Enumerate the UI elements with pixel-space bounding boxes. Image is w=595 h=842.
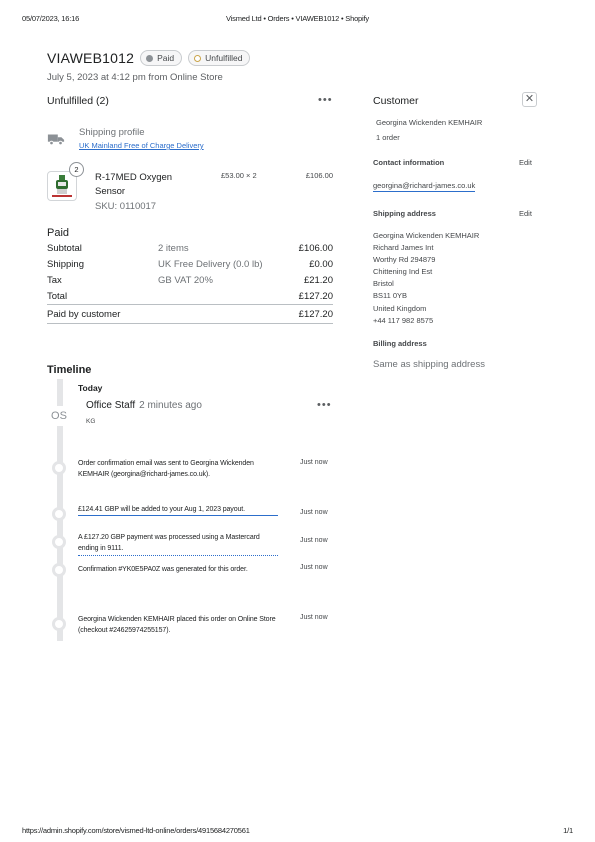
shipping-profile-link[interactable]: UK Mainland Free of Charge Delivery	[79, 141, 204, 150]
timeline-comment-author	[86, 400, 202, 411]
order-id: VIAWEB1012	[47, 50, 135, 66]
payment-row-subtotal	[47, 241, 333, 257]
customer-email[interactable]: georgina@richard-james.co.uk	[373, 181, 476, 190]
address-line: +44 117 982 8575	[373, 315, 434, 325]
payment-row-amount: £106.00	[298, 243, 333, 254]
fulfillment-status-badge	[188, 50, 250, 66]
payment-status-badge	[140, 50, 182, 66]
payment-row-detail: 2 items	[158, 243, 189, 254]
address-line: Chittening Ind Est	[373, 267, 433, 277]
payment-status-label: Paid	[157, 53, 175, 63]
fulfillment-status-label: Unfulfilled	[205, 53, 243, 63]
timeline-event-dot	[52, 461, 66, 475]
timeline-today-label: Today	[78, 383, 103, 393]
total-label: Total	[47, 291, 68, 302]
timeline-event[interactable]: £124.41 GBP will be added to your Aug 1, 2023 payout.	[78, 504, 278, 516]
paid-section	[47, 227, 333, 324]
payment-row-amount: £21.20	[303, 275, 333, 286]
shipping-profile-label: Shipping profile	[79, 127, 145, 138]
paid-by-amount: £127.20	[298, 309, 333, 320]
address-line: Richard James Int	[373, 243, 434, 253]
timeline-event-dot	[52, 507, 66, 521]
customer-name[interactable]: Georgina Wickenden KEMHAIR	[376, 118, 483, 127]
payment-row-shipping	[47, 257, 333, 273]
payment-row-paid-by	[47, 305, 333, 324]
payment-row-detail: GB VAT 20%	[158, 275, 213, 286]
timeline-event-dot	[52, 563, 66, 577]
avatar: OS	[47, 406, 71, 426]
payment-row-label: Shipping	[47, 259, 84, 270]
print-document-title: Vismed Ltd • Orders • VIAWEB1012 • Shopify	[226, 14, 369, 23]
shipping-edit-button[interactable]: Edit	[519, 209, 532, 218]
timeline-event-dot	[52, 617, 66, 631]
unit-price: £53.00 × 2	[221, 171, 257, 180]
product-name[interactable]: R-17MED Oxygen Sensor	[95, 172, 173, 197]
contact-heading: Contact information	[373, 158, 445, 167]
payment-row-total	[47, 289, 333, 305]
address-line: United Kingdom	[373, 303, 427, 313]
shipping-profile	[47, 127, 204, 150]
timeline-title: Timeline	[47, 364, 92, 376]
close-icon[interactable]: ✕	[522, 92, 537, 107]
contact-edit-button[interactable]: Edit	[519, 158, 532, 167]
comment-author-name: Office Staff	[86, 400, 136, 411]
unfulfilled-title: Unfulfilled (2)	[47, 95, 109, 107]
total-amount: £127.20	[298, 291, 333, 302]
timeline-event-dot	[52, 535, 66, 549]
payment-row-label: Tax	[47, 275, 62, 286]
billing-heading: Billing address	[373, 339, 427, 348]
line-item	[47, 165, 333, 215]
unfulfilled-more-button[interactable]: •••	[318, 94, 333, 106]
timeline-event-time: Just now	[300, 537, 328, 544]
timeline-event-time: Just now	[300, 614, 328, 621]
comment-author-initials: KG	[86, 418, 96, 425]
unfulfilled-dot-icon	[194, 55, 201, 62]
timeline-more-button[interactable]: •••	[317, 399, 332, 411]
address-line: Worthy Rd 294879	[373, 255, 436, 265]
product-sku: SKU: 0110017	[95, 201, 157, 212]
billing-address-value: Same as shipping address	[373, 359, 485, 370]
truck-icon	[47, 130, 65, 148]
address-line: BS11 0YB	[373, 291, 408, 301]
payment-row-label: Subtotal	[47, 243, 82, 254]
line-total: £106.00	[305, 171, 333, 180]
customer-title: Customer	[373, 95, 419, 107]
print-date: 05/07/2023, 16:16	[22, 14, 80, 23]
payment-row-amount: £0.00	[309, 259, 333, 270]
print-url: https://admin.shopify.com/store/vismed-ltd-online/orders/4915684270561	[22, 826, 250, 835]
comment-time: 2 minutes ago	[139, 400, 202, 411]
timeline-event-time: Just now	[300, 509, 328, 516]
quantity-badge: 2	[69, 162, 84, 177]
timeline-event[interactable]: Confirmation #YK0E5PA0Z was generated for this order.	[78, 566, 248, 573]
address-line: Bristol	[373, 279, 394, 289]
timeline-event[interactable]: A £127.20 GBP payment was processed using a Mastercard ending in 9111.	[78, 532, 278, 556]
print-header	[22, 14, 573, 26]
customer-order-count: 1 order	[376, 133, 400, 142]
shipping-address	[373, 230, 479, 327]
timeline-event[interactable]: Georgina Wickenden KEMHAIR placed this order on Online Store (checkout #24625974255157).	[78, 616, 276, 634]
paid-by-label: Paid by customer	[47, 309, 121, 320]
timeline-event-time: Just now	[300, 564, 328, 571]
address-line: Georgina Wickenden KEMHAIR	[373, 231, 480, 240]
shipping-heading: Shipping address	[373, 209, 436, 218]
paid-title: Paid	[47, 227, 70, 239]
order-meta: July 5, 2023 at 4:12 pm from Online Store	[47, 72, 223, 83]
print-page-number: 1/1	[563, 826, 573, 835]
timeline-event-time: Just now	[300, 459, 328, 466]
payment-row-detail: UK Free Delivery (0.0 lb)	[158, 259, 263, 270]
order-title-row	[47, 50, 250, 66]
timeline-event[interactable]: Order confirmation email was sent to Georgina Wickenden KEMHAIR (georgina@richard-james.co.uk).	[78, 460, 254, 478]
oxygen-sensor-image	[48, 172, 76, 200]
paid-dot-icon	[146, 55, 153, 62]
payment-row-tax	[47, 273, 333, 289]
